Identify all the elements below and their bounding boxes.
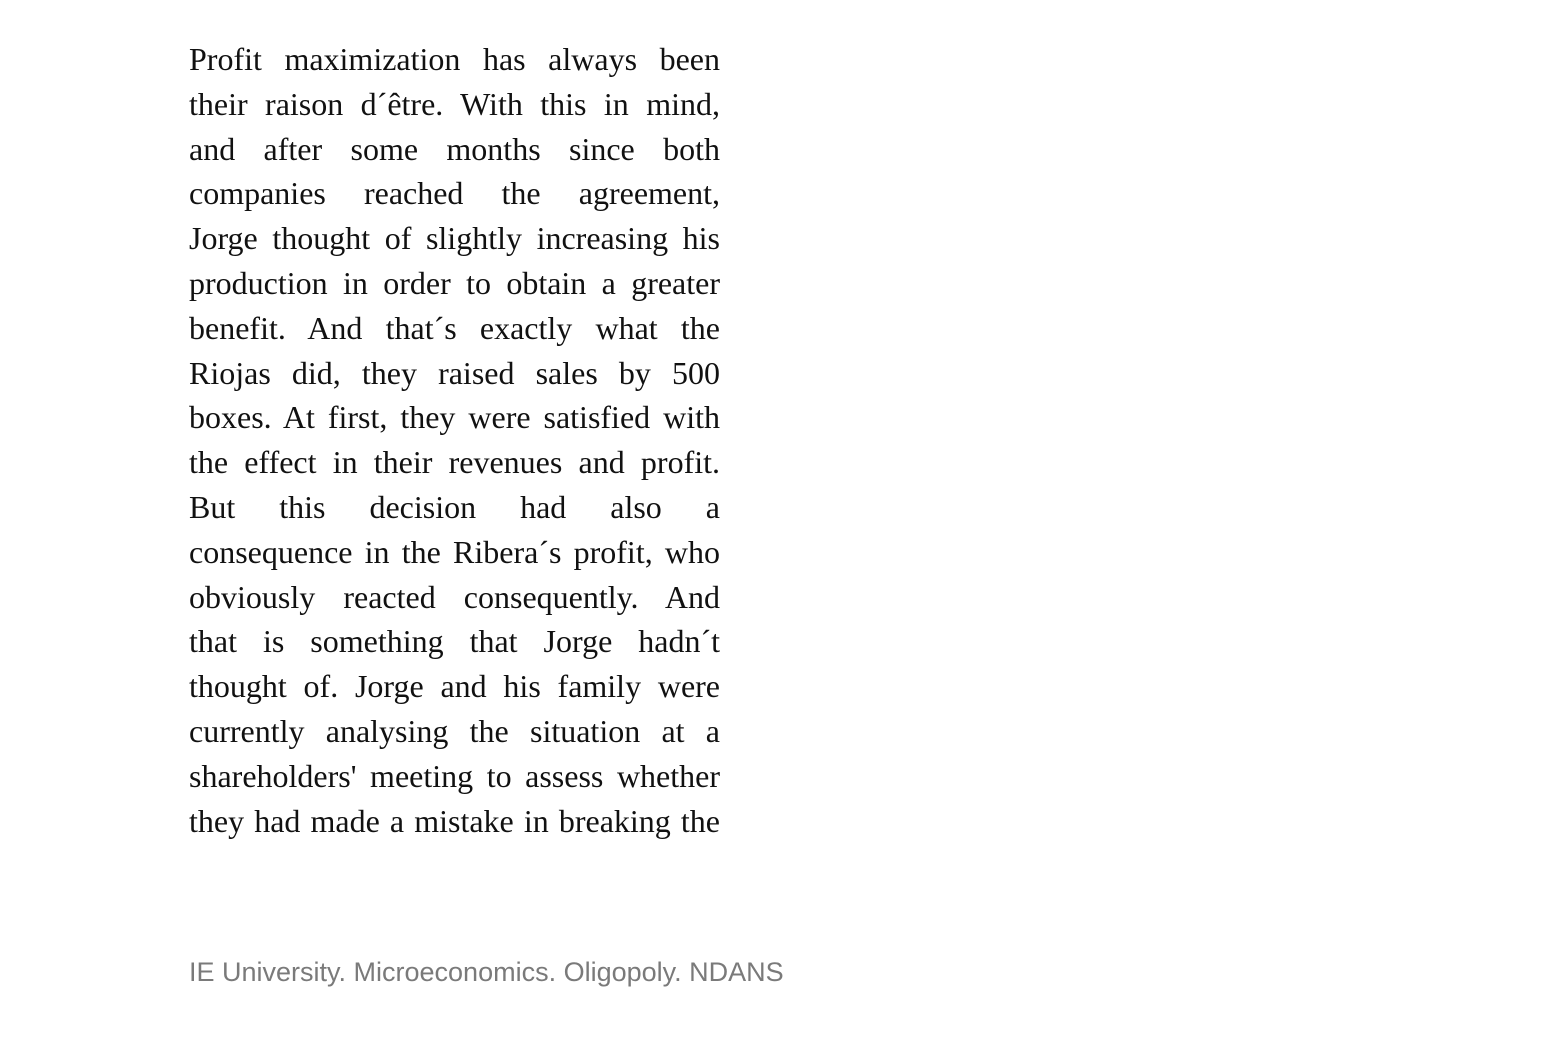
text-line-7: benefit. And that´s exactly what the [189,309,720,346]
text-line-17: shareholders' meeting to assess whether [189,757,720,794]
text-line-14: that is something that Jorge hadn´t [189,623,720,660]
page-footer: IE University. Microeconomics. Oligopoly. NDANS [189,957,784,987]
text-line-12: consequence in the Ribera´s profit, who [189,533,720,570]
text-line-6: production in order to obtain a greater [189,264,720,301]
text-line-2: their raison d´être. With this in mind, [189,85,720,122]
text-line-18: they had made a mistake in breaking the [189,802,720,839]
text-line-8: Riojas did, they raised sales by 500 [189,354,720,391]
text-line-3: and after some months since both [189,130,720,167]
text-line-4: companies reached the agreement, [189,175,720,212]
text-line-1: Profit maximization has always been [189,41,720,77]
text-line-10: the effect in their revenues and profit. [189,444,720,481]
text-line-11: But this decision had also a [189,488,720,525]
text-line-5: Jorge thought of slightly increasing his [189,220,720,257]
text-line-9: boxes. At first, they were satisfied with [189,399,720,436]
text-line-16: currently analysing the situation at a [189,712,720,749]
text-line-15: thought of. Jorge and his family were [189,668,720,705]
body-text [189,37,720,843]
text-line-13: obviously reacted consequently. And [189,578,720,615]
